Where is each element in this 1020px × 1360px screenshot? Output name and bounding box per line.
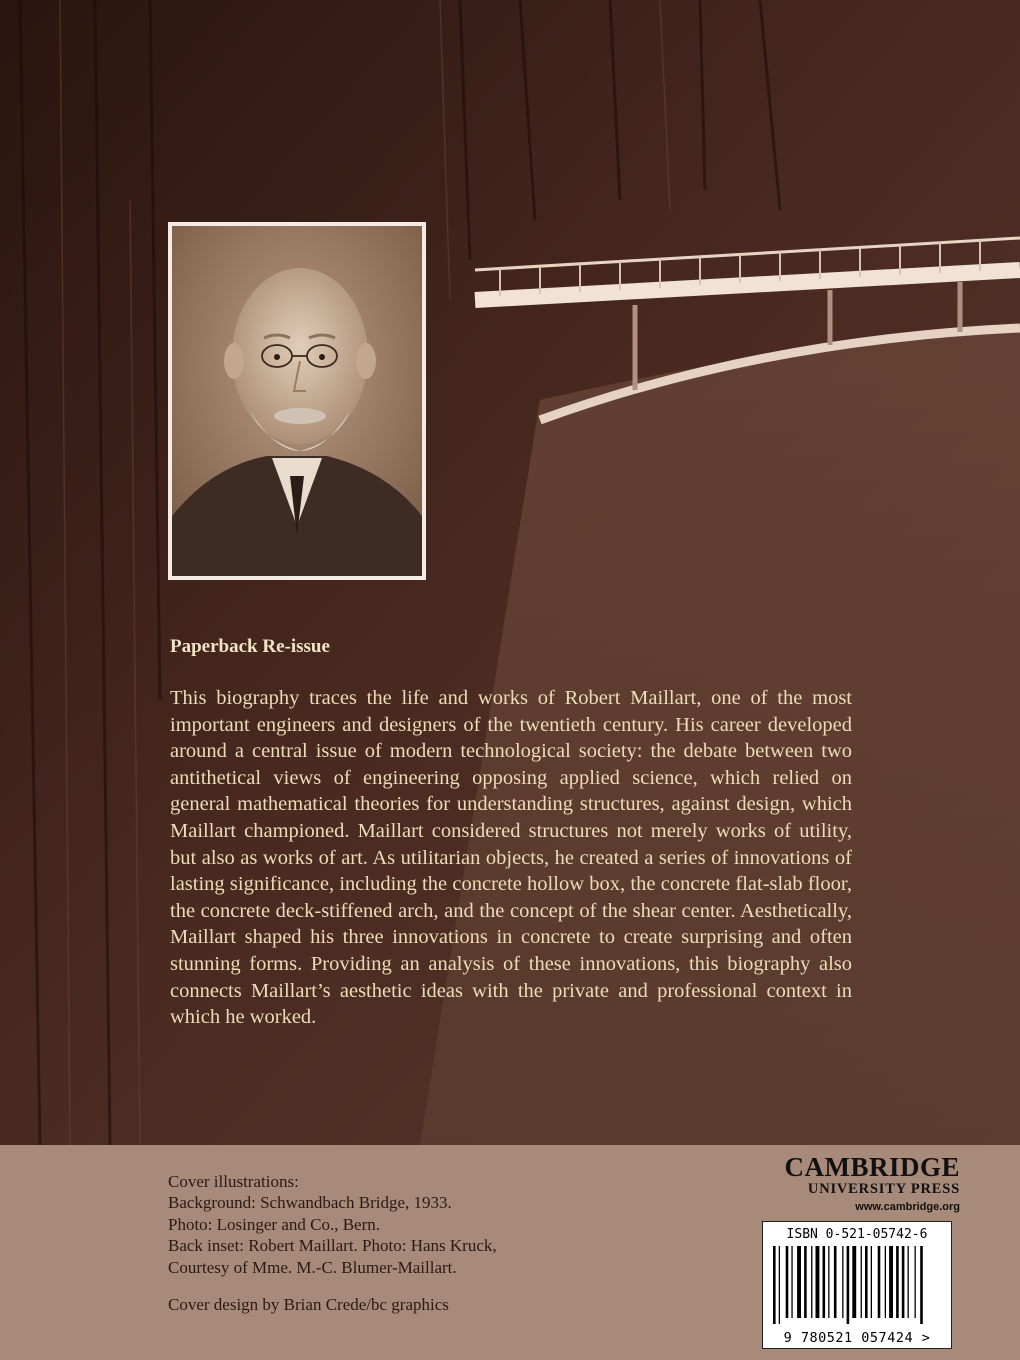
cover-credits [168, 1171, 497, 1278]
section-title: Paperback Re-issue [170, 636, 330, 657]
barcode-digits: 9 780521 057424 > [783, 1330, 931, 1346]
credit-line: Back inset: Robert Maillart. Photo: Hans Kruck, [168, 1236, 497, 1256]
barcode-bar [852, 1246, 856, 1318]
cover-design-credit: Cover design by Brian Crede/bc graphics [168, 1295, 449, 1314]
barcode-bar [871, 1246, 872, 1318]
barcode-bar [865, 1246, 868, 1318]
credit-line: Background: Schwandbach Bridge, 1933. [168, 1193, 452, 1213]
barcode-bar [902, 1246, 905, 1318]
barcode-bar [804, 1246, 807, 1318]
barcode-bar [915, 1246, 916, 1318]
publisher-name: CAMBRIDGE [784, 1152, 960, 1182]
isbn-label: ISBN 0-521-05742-6 [786, 1227, 928, 1242]
barcode-bar [878, 1246, 881, 1318]
barcode-bar [773, 1246, 776, 1324]
barcode-bar [842, 1246, 843, 1318]
barcode-bar [791, 1246, 792, 1318]
publisher-url: www.cambridge.org [855, 1201, 960, 1213]
barcode-bar [816, 1246, 820, 1318]
barcode-bar [811, 1246, 812, 1318]
barcode-bar [920, 1246, 923, 1324]
barcode-bar [828, 1246, 829, 1318]
credit-line: Photo: Losinger and Co., Bern. [168, 1214, 381, 1234]
barcode-box [762, 1221, 952, 1349]
barcode-bar [885, 1246, 886, 1318]
barcode-bar [861, 1246, 862, 1318]
barcode-bar [779, 1246, 780, 1324]
barcode-bar [797, 1246, 801, 1318]
barcode-bar [834, 1246, 837, 1318]
barcode-bar [847, 1246, 850, 1324]
barcode-bar [908, 1246, 909, 1318]
footer-band [0, 1145, 1020, 1360]
publisher-subtitle: UNIVERSITY PRESS [807, 1181, 960, 1197]
barcode-bar [823, 1246, 826, 1318]
barcode-bar [896, 1246, 899, 1318]
publisher-logo [760, 1153, 960, 1213]
barcode-bar [889, 1246, 893, 1318]
barcode-icon [769, 1246, 947, 1326]
credit-line: Courtesy of Mme. M.-C. Blumer-Maillart. [168, 1257, 457, 1277]
credit-line: Cover illustrations: [168, 1172, 299, 1191]
barcode-bar [786, 1246, 789, 1318]
portrait-inset [168, 222, 426, 580]
book-description: This biography traces the life and works of Robert Maillart, one of the most important engineers and designers of the twentieth century. His career developed around a central issue of modern technological society: the debate between two antithetical views of engineering opposing applied science, which relied on general mathematical theories for understanding structures, against design, which Maillart championed. Maillart considered structures not merely works of utility, but also as works of art. As utilitarian objects, he created a series of innovations of lasting significance, including the concrete hollow box, the concrete flat-slab floor, the concrete deck-stiffened arch, and the concept of the shear center. Aesthetically, Maillart shaped his three innovations in concrete to create surprising and often stunning forms. Providing an analysis of these innovations, this biography also connects Maillart’s aesthetic ideas with the private and professional context in which he worked. [170, 687, 852, 1029]
